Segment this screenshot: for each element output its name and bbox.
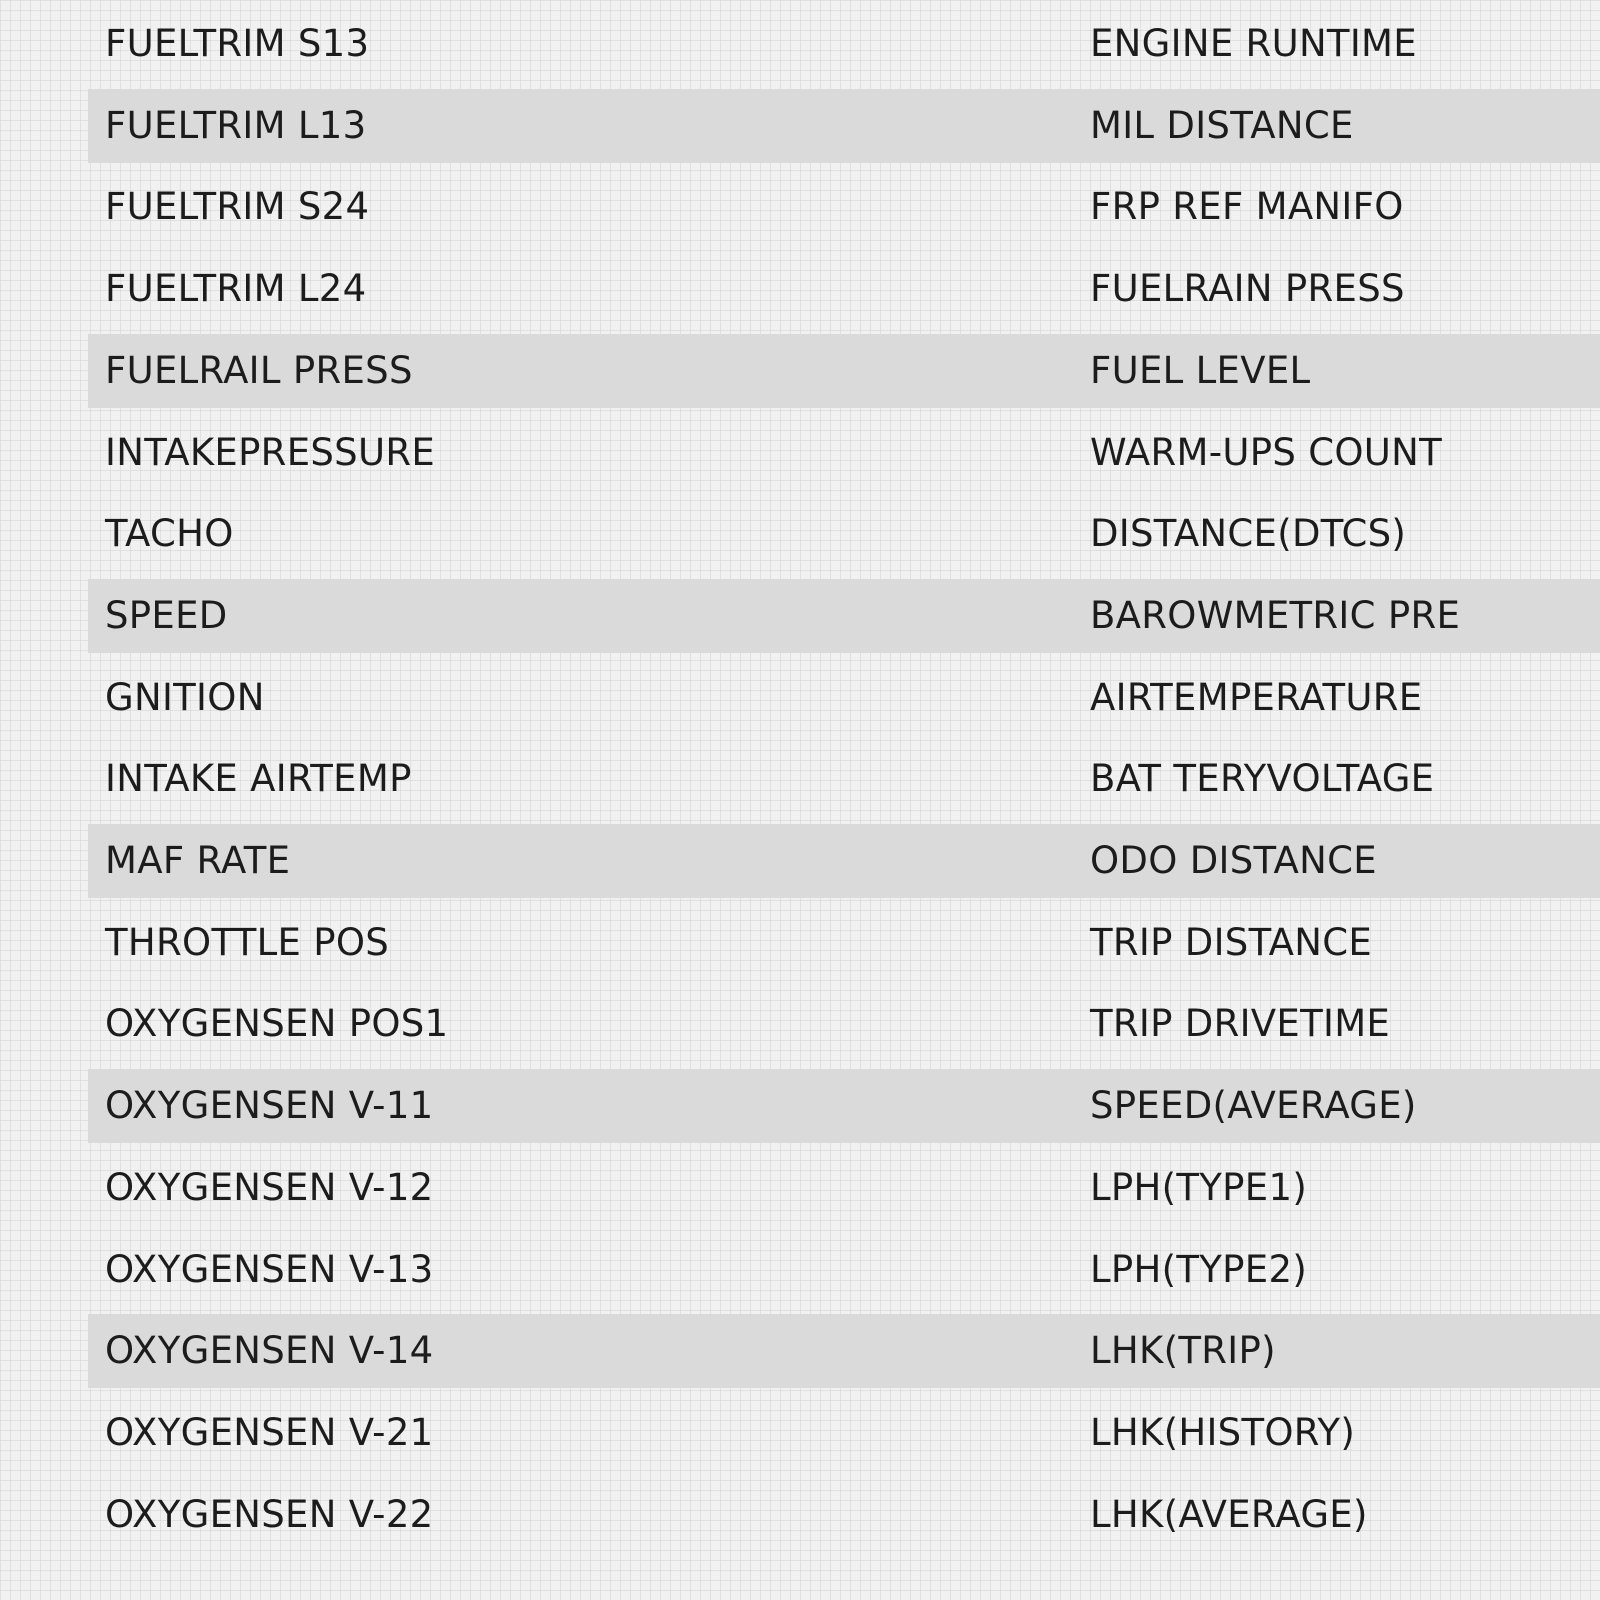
pid-label-right: TRIP DISTANCE: [1090, 920, 1373, 964]
pid-label-left: OXYGENSEN POS1: [105, 1002, 449, 1046]
pid-label-left: GNITION: [105, 675, 265, 719]
pid-label-right: TRIP DRIVETIME: [1090, 1002, 1391, 1046]
pid-row[interactable]: [88, 1478, 1600, 1552]
pid-label-left: THROTTLE POS: [105, 920, 390, 964]
pid-label-left: OXYGENSEN V-13: [105, 1247, 434, 1291]
pid-row[interactable]: [88, 742, 1600, 816]
pid-label-right: FUEL LEVEL: [1090, 348, 1311, 392]
pid-row[interactable]: [88, 1233, 1600, 1307]
pid-label-left: OXYGENSEN V-14: [105, 1329, 434, 1373]
pid-label-right: LPH(TYPE2): [1090, 1247, 1308, 1291]
pid-label-left: OXYGENSEN V-12: [105, 1165, 434, 1209]
pid-row[interactable]: [88, 1396, 1600, 1470]
pid-row[interactable]: [88, 579, 1600, 653]
pid-label-right: BAROWMETRIC PRE: [1090, 593, 1461, 637]
pid-label-right: ENGINE RUNTIME: [1090, 22, 1417, 65]
pid-label-left: FUELTRIM S13: [105, 22, 370, 65]
pid-row[interactable]: [88, 252, 1600, 326]
pid-label-left: FUELTRIM L13: [105, 103, 367, 147]
pid-label-left: OXYGENSEN V-21: [105, 1410, 434, 1454]
pid-label-right: LHK(TRIP): [1090, 1329, 1276, 1373]
pid-label-right: SPEED(AVERAGE): [1090, 1084, 1417, 1128]
pid-label-left: FUELRAIL PRESS: [105, 348, 413, 392]
pid-row[interactable]: [88, 987, 1600, 1061]
pid-label-right: ODO DISTANCE: [1090, 839, 1377, 882]
pid-label-right: AIRTEMPERATURE: [1090, 675, 1423, 719]
pid-row[interactable]: [88, 1151, 1600, 1225]
pid-row[interactable]: [88, 89, 1600, 163]
pid-row[interactable]: [88, 661, 1600, 735]
pid-label-right: FRP REF MANIFO: [1090, 185, 1404, 229]
pid-row[interactable]: [88, 334, 1600, 408]
pid-label-right: BAT TERYVOLTAGE: [1090, 757, 1435, 801]
pid-row[interactable]: [88, 824, 1600, 898]
pid-label-left: INTAKEPRESSURE: [105, 430, 436, 474]
pid-label-right: FUELRAIN PRESS: [1090, 267, 1405, 311]
pid-row[interactable]: [88, 497, 1600, 571]
pid-row[interactable]: [88, 170, 1600, 244]
pid-label-left: SPEED: [105, 593, 228, 637]
pid-label-left: MAF RATE: [105, 839, 291, 882]
pid-row[interactable]: [88, 7, 1600, 81]
pid-label-left: OXYGENSEN V-22: [105, 1492, 434, 1536]
pid-label-right: MIL DISTANCE: [1090, 103, 1354, 147]
pid-row[interactable]: [88, 1069, 1600, 1143]
pid-row[interactable]: [88, 1314, 1600, 1388]
pid-label-left: TACHO: [105, 512, 234, 556]
pid-label-left: OXYGENSEN V-11: [105, 1084, 434, 1128]
pid-row[interactable]: [88, 906, 1600, 980]
pid-label-right: LPH(TYPE1): [1090, 1165, 1308, 1209]
pid-label-right: LHK(HISTORY): [1090, 1410, 1356, 1454]
pid-label-right: DISTANCE(DTCS): [1090, 512, 1407, 556]
pid-label-right: LHK(AVERAGE): [1090, 1492, 1368, 1536]
pid-row[interactable]: [88, 416, 1600, 490]
pid-label-right: WARM-UPS COUNT: [1090, 430, 1443, 474]
pid-label-left: FUELTRIM L24: [105, 267, 367, 311]
pid-label-left: FUELTRIM S24: [105, 185, 370, 229]
pid-label-left: INTAKE AIRTEMP: [105, 757, 412, 801]
